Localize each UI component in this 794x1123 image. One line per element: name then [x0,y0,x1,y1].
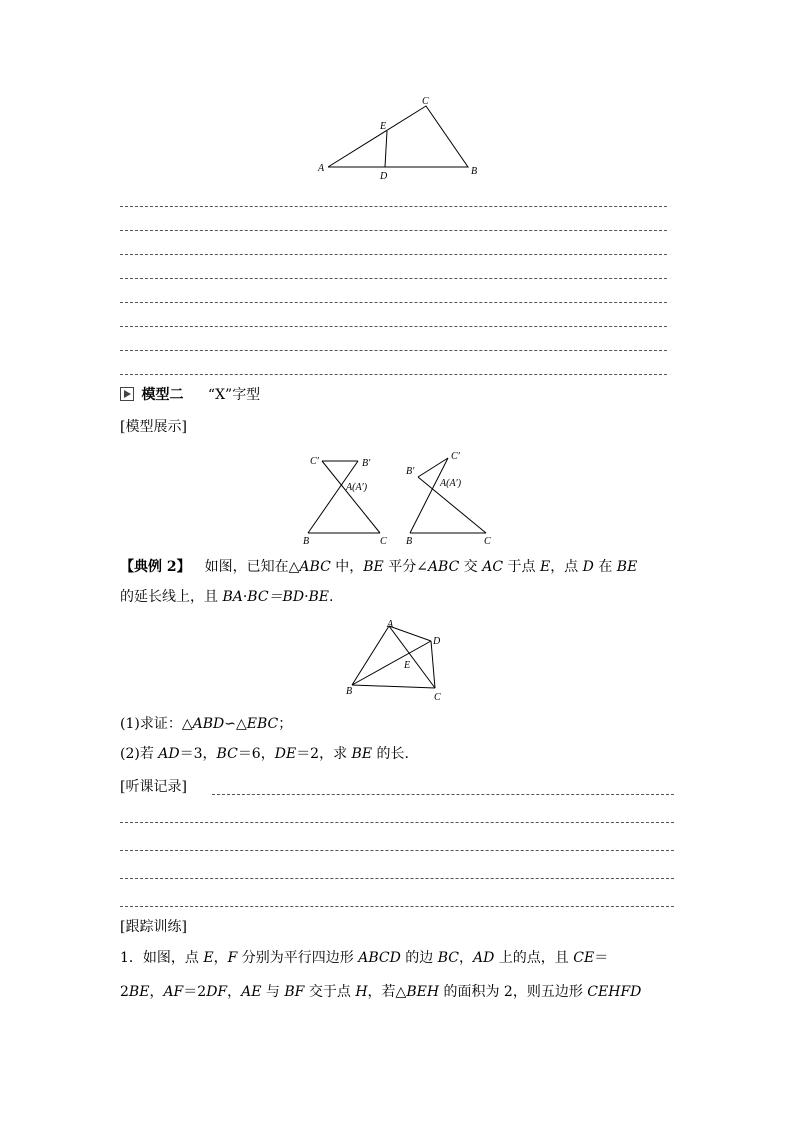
example-line-1 [120,557,637,577]
text: . [329,589,334,605]
answer-line [120,350,667,351]
label-b: B [406,536,413,547]
text: 2 [120,984,129,1000]
label-c: C [484,536,491,547]
text: ABC [427,559,460,575]
text: D [582,559,594,575]
text: BC [437,950,459,966]
play-marker-icon [120,387,134,401]
triangle-abc [328,106,468,167]
text: AC [482,559,504,575]
text: ，若△ [367,984,407,1000]
label-d: D [380,171,388,182]
notes-line [120,906,674,907]
text: ，点 [550,559,583,575]
notes-line [120,878,674,879]
text: BE [616,559,638,575]
tracking-label: [跟踪训练] [120,919,187,935]
x-model-figures [300,448,500,548]
text: ＝2 [183,984,207,1000]
label-c-prime: C′ [451,451,460,462]
text: ABD [192,716,225,732]
label-a: A [318,163,325,174]
label-c: C [434,692,441,703]
text: (1)求证：△ [120,716,193,732]
text: DE [274,746,297,762]
answer-line [120,206,667,207]
label-a: A [387,619,394,630]
text: 中， [330,559,364,575]
text: CE [573,950,595,966]
text: ＝3， [179,746,217,762]
text: 于点 [503,559,540,575]
text: (2)若 [120,746,159,762]
label-d: D [433,636,441,647]
text: 的延长线上，且 [120,589,223,605]
triangle-figure-3 [338,616,458,704]
text: BC [216,746,238,762]
text: ， [213,950,228,966]
text: BE [363,559,384,575]
answer-line [120,374,667,375]
example-line-2 [120,587,334,607]
tracking-line-1 [120,948,608,968]
text: F [227,950,238,966]
notes-line [212,794,674,795]
text: BE [351,746,373,762]
text: ∽△ [224,716,247,732]
text: ＝6， [237,746,275,762]
notes-label: [听课记录] [120,779,187,795]
text: H [355,984,368,1000]
question-2 [120,744,409,764]
text: ， [459,950,473,966]
label-a-a-prime: A(A′) [440,478,462,489]
label-b-prime: B′ [362,458,371,469]
text: 上的点，且 [494,950,574,966]
label-e: E [404,660,411,671]
label-b-prime: B′ [406,466,415,477]
text: BE [128,984,150,1000]
text: BF [284,984,305,1000]
answer-line [120,254,667,255]
notes-line [120,850,674,851]
text: ＝2，求 [296,746,352,762]
text: BEH [406,984,440,1000]
text: ABCD [358,950,401,966]
label-c: C [380,536,387,547]
text: 的长. [372,746,409,762]
text: E [203,950,214,966]
text: 与 [261,984,285,1000]
triangle-figure-1 [310,94,490,184]
question-1 [120,714,292,734]
label-a-a-prime: A(A′) [346,482,368,493]
text: 在 [593,559,617,575]
example-tag: 【典例 2】 [120,559,191,575]
tracking-line-2 [120,982,641,1002]
section-title: 模型二 [141,387,184,403]
model-display-label: [模型展示] [120,419,187,435]
text: DF [206,984,228,1000]
text: AF [163,984,184,1000]
text: E [539,559,551,575]
text: 如图，已知在△ [204,559,300,575]
text: 分别为平行四边形 [237,950,359,966]
text: 的面积为 2，则五边形 [439,984,588,1000]
label-c: C [422,96,429,107]
text: ABC [299,559,331,575]
label-e: E [380,121,387,132]
segment-ed [385,131,387,167]
text: 1．如图，点 [120,950,204,966]
x-model-right [406,451,491,547]
text: 平分∠ [383,559,428,575]
x-model-left [303,456,387,547]
answer-line [120,326,667,327]
label-b: B [346,686,353,697]
notes-line [120,822,674,823]
answer-line [120,278,667,279]
text: 的边 [400,950,438,966]
section-heading [120,385,260,405]
answer-line [120,302,667,303]
text: 交 [459,559,483,575]
label-b: B [303,536,310,547]
text: AD [158,746,180,762]
equation: BA·BC＝BD·BE [222,589,330,605]
text: ， [227,984,242,1000]
section-subtitle: “X”字型 [207,387,261,403]
label-c-prime: C′ [310,456,319,467]
text: 交于点 [304,984,356,1000]
label-b: B [471,166,478,177]
text: CEHFD [587,984,642,1000]
text: ＝ [594,950,609,966]
answer-line [120,230,667,231]
text: ， [149,984,164,1000]
text: EBC [246,716,279,732]
text: ； [278,716,293,732]
text: AD [473,950,495,966]
text: AE [241,984,262,1000]
